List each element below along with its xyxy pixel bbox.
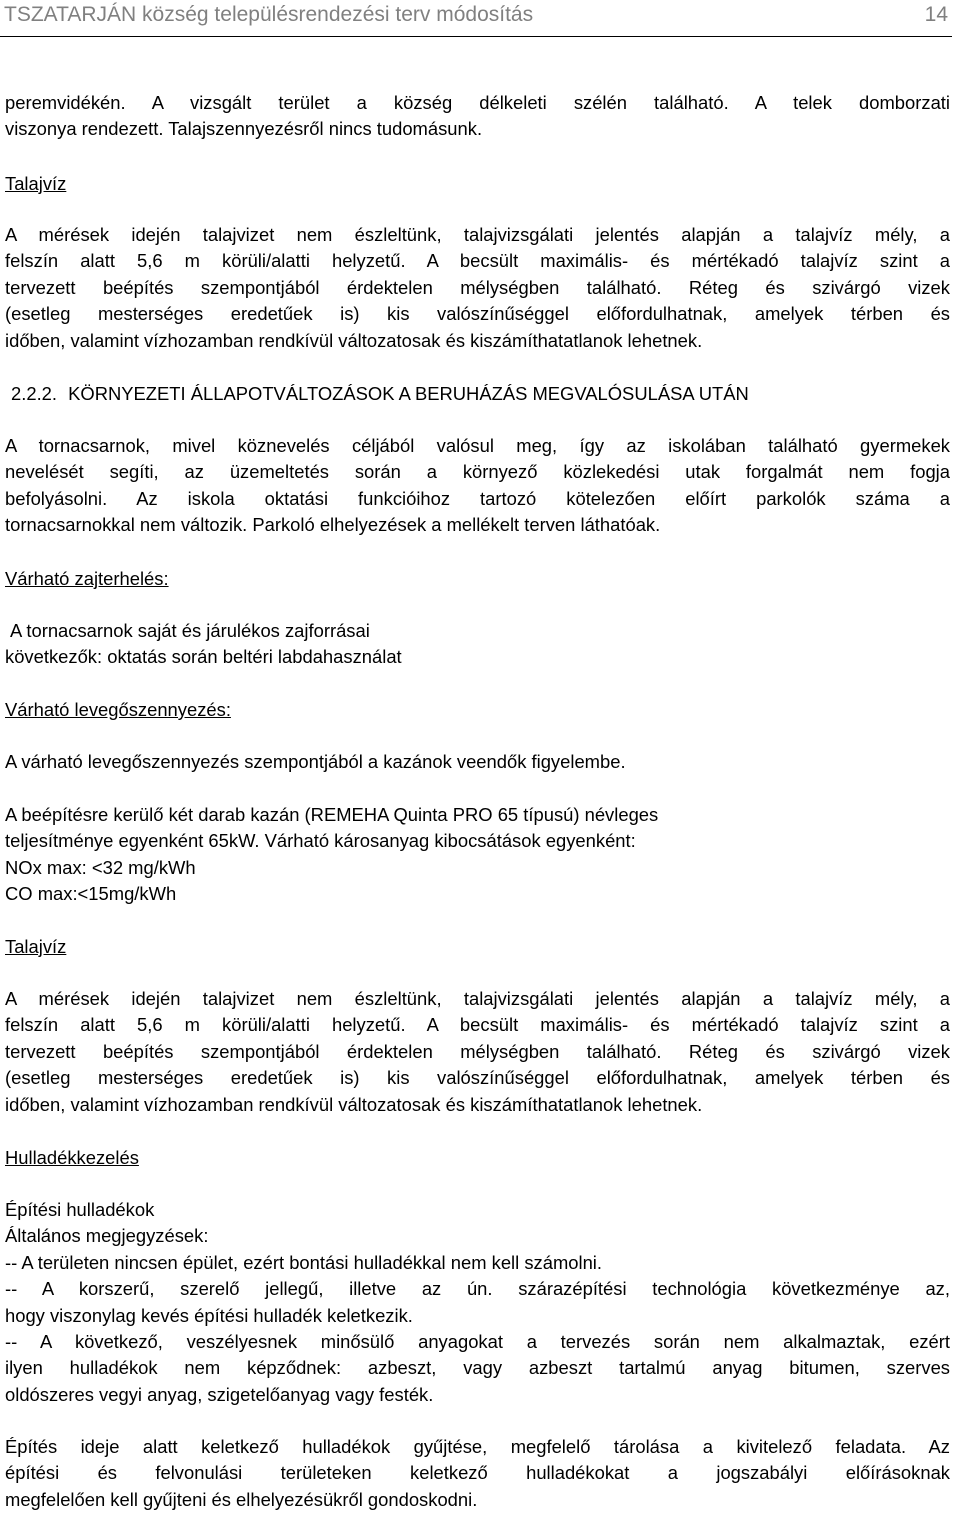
waste-subheading: Általános megjegyzések:	[5, 1225, 209, 1247]
air-heading: Várható levegőszennyezés:	[5, 699, 231, 720]
document-title: TSZATARJÁN község településrendezési terv módosítás	[4, 3, 534, 26]
text-line: nevelését segíti, az üzemeltetés során a környező közlekedési utak forgalmát nem fogja	[5, 461, 950, 483]
text-line: megfelelően kell gyűjteni és elhelyezésükről gondoskodni.	[5, 1488, 478, 1510]
page-number: 14	[924, 3, 948, 26]
waste-subheading: Építési hulladékok	[5, 1199, 155, 1220]
section-heading	[11, 381, 951, 407]
text-line: építési és felvonulási területeken keletkező hulladékokat a jogszabályi előírásoknak	[5, 1462, 950, 1484]
page-header	[0, 0, 952, 37]
list-item-continued: oldószeres vegyi anyag, szigetelőanyag vagy festék.	[5, 1383, 434, 1405]
text-line: (esetleg mesterséges eredetűek is) kis valószínűséggel előfordulhatnak, amelyek térben és	[5, 303, 950, 325]
text-line: peremvidékén. A vizsgált terület a község délkeleti szélén található. A telek domborzati	[5, 92, 950, 113]
list-item: -- A korszerű, szerelő jellegű, illetve az ún. szárazépítési technológia következménye az,	[5, 1278, 950, 1300]
list-item: -- A területen nincsen épület, ezért bontási hulladékkal nem kell számolni.	[5, 1251, 603, 1273]
text-line: A tornacsarnok, mivel köznevelés céljából valósul meg, így az iskolában található gyermekek	[5, 435, 950, 456]
text-line: A beépítésre kerülő két darab kazán (REMEHA Quinta PRO 65 típusú) névleges	[5, 804, 659, 825]
text-line: tornacsarnokkal nem változik. Parkoló elhelyezések a mellékelt terven láthatóak.	[5, 514, 661, 536]
text-line: következők: oktatás során beltéri labdahasználat	[5, 646, 402, 668]
section-title: KÖRNYEZETI ÁLLAPOTVÁLTOZÁSOK A BERUHÁZÁS MEGVALÓSULÁSA UTÁN	[68, 383, 749, 404]
text-line: A mérések idején talajvizet nem észleltünk, talajvizsgálati jelentés alapján a talajvíz mély, a	[5, 224, 950, 245]
groundwater-paragraph	[5, 222, 950, 354]
air-paragraph	[5, 802, 950, 908]
air-text: A várható levegőszennyezés szempontjából a kazánok veendők figyelembe.	[5, 751, 626, 772]
intro-paragraph	[5, 90, 950, 143]
text-line: Építés ideje alatt keletkező hulladékok gyűjtése, megfelelő tárolása a kivitelező feladata. Az	[5, 1436, 950, 1457]
noise-paragraph	[5, 618, 950, 671]
waste-final-paragraph	[5, 1434, 950, 1513]
groundwater-paragraph-2	[5, 986, 950, 1118]
section-number: 2.2.2.	[11, 383, 58, 404]
text-line: viszonya rendezett. Talajszennyezésről nincs tudomásunk.	[5, 118, 483, 140]
waste-heading: Hulladékkezelés	[5, 1147, 139, 1168]
waste-subheadings	[5, 1197, 950, 1408]
text-line: CO max:<15mg/kWh	[5, 883, 177, 905]
list-item: -- A következő, veszélyesnek minősülő anyagokat a tervezés során nem alkalmaztak, ezért	[5, 1331, 950, 1353]
text-line: NOx max: <32 mg/kWh	[5, 856, 196, 878]
section-paragraph	[5, 433, 950, 539]
noise-heading: Várható zajterhelés:	[5, 568, 169, 589]
text-line: felszín alatt 5,6 m körüli/alatti helyzetű. A becsült maximális- és mértékadó talajvíz szint a	[5, 1014, 950, 1036]
groundwater-heading-2: Talajvíz	[5, 936, 67, 957]
text-line: tervezett beépítés szempontjából érdektelen mélységben található. Réteg és szivárgó vizek	[5, 276, 950, 298]
text-line: A mérések idején talajvizet nem észleltünk, talajvizsgálati jelentés alapján a talajvíz mély, a	[5, 988, 950, 1009]
groundwater-heading: Talajvíz	[5, 173, 67, 194]
text-line: felszín alatt 5,6 m körüli/alatti helyzetű. A becsült maximális- és mértékadó talajvíz szint a	[5, 250, 950, 272]
list-item-continued: hogy viszonylag kevés építési hulladék keletkezik.	[5, 1304, 413, 1326]
text-line: tervezett beépítés szempontjából érdektelen mélységben található. Réteg és szivárgó vizek	[5, 1040, 950, 1062]
list-item-continued: ilyen hulladékok nem képződnek: azbeszt, vagy azbeszt tartalmú anyag bitumen, szerves	[5, 1357, 950, 1379]
text-line: (esetleg mesterséges eredetűek is) kis valószínűséggel előfordulhatnak, amelyek térben és	[5, 1067, 950, 1089]
text-line: teljesítménye egyenként 65kW. Várható károsanyag kibocsátások egyenként:	[5, 830, 636, 852]
text-line: befolyásolni. Az iskola oktatási funkcióihoz tartozó kötelezően előírt parkolók száma a	[5, 487, 950, 509]
text-line: A tornacsarnok saját és járulékos zajforrásai	[10, 620, 370, 641]
text-line: időben, valamint vízhozamban rendkívül változatosak és kiszámíthatatlanok lehetnek.	[5, 329, 703, 351]
text-line: időben, valamint vízhozamban rendkívül változatosak és kiszámíthatatlanok lehetnek.	[5, 1093, 703, 1115]
